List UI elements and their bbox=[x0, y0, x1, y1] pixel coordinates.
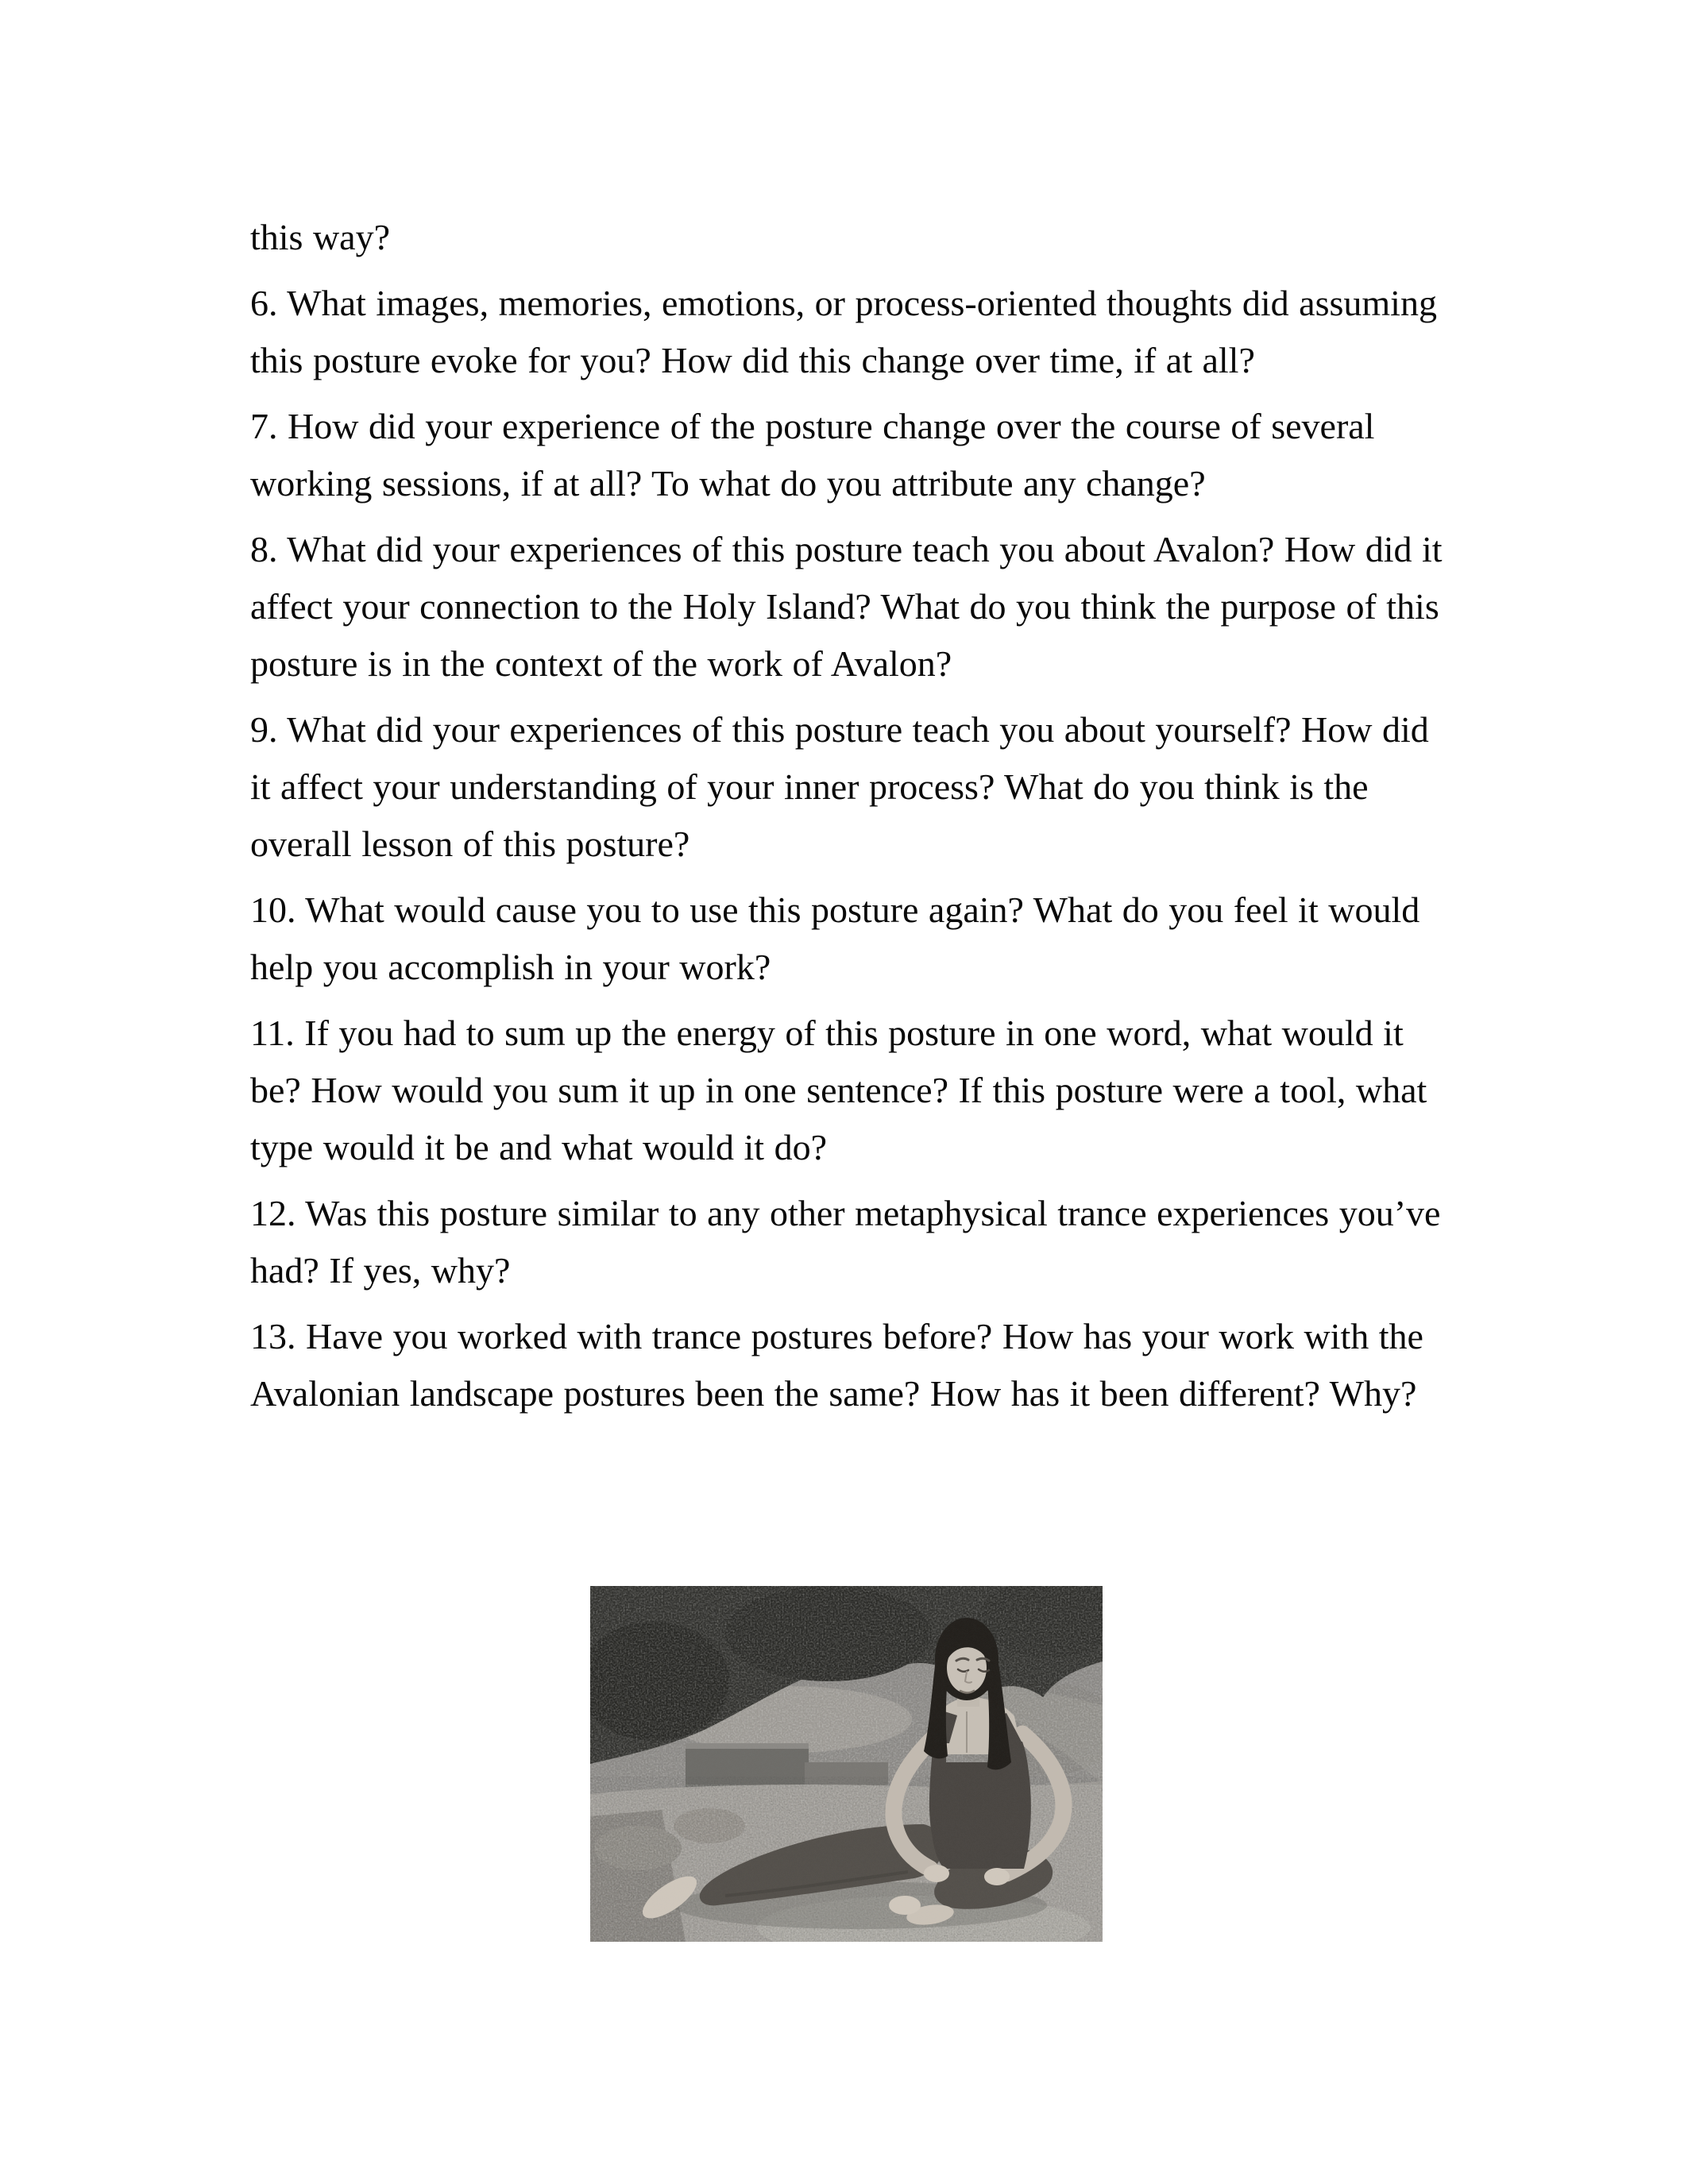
paragraph-continuation: this way? bbox=[250, 217, 391, 257]
posture-photo bbox=[590, 1586, 1103, 1942]
question-list bbox=[250, 209, 1446, 1431]
question-6: 6. What images, memories, emotions, or process-oriented thoughts did assuming this posture evoke for you? How did this change over time, if at all? bbox=[250, 283, 1437, 380]
question-9: 9. What did your experiences of this posture teach you about yourself? How did it affect your understanding of your inner process? What do you think is the overall lesson of this posture? bbox=[250, 709, 1429, 864]
question-8: 8. What did your experiences of this posture teach you about Avalon? How did it affect your connection to the Holy Island? What do you think the purpose of this posture is in the context of the work of Avalon? bbox=[250, 529, 1443, 684]
question-12: 12. Was this posture similar to any other metaphysical trance experiences you’ve had? If yes, why? bbox=[250, 1193, 1441, 1291]
question-13: 13. Have you worked with trance postures before? How has your work with the Avalonian landscape postures been the same? How has it been different? Why? bbox=[250, 1316, 1423, 1414]
question-7: 7. How did your experience of the posture change over the course of several working sessions, if at all? To what do you attribute any change? bbox=[250, 406, 1375, 504]
photo-grain bbox=[590, 1586, 1103, 1942]
question-11: 11. If you had to sum up the energy of this posture in one word, what would it be? How would you sum it up in one sentence? If this posture were a tool, what type would it be and what would it do? bbox=[250, 1013, 1427, 1167]
question-10: 10. What would cause you to use this posture again? What do you feel it would help you accomplish in your work? bbox=[250, 889, 1420, 987]
